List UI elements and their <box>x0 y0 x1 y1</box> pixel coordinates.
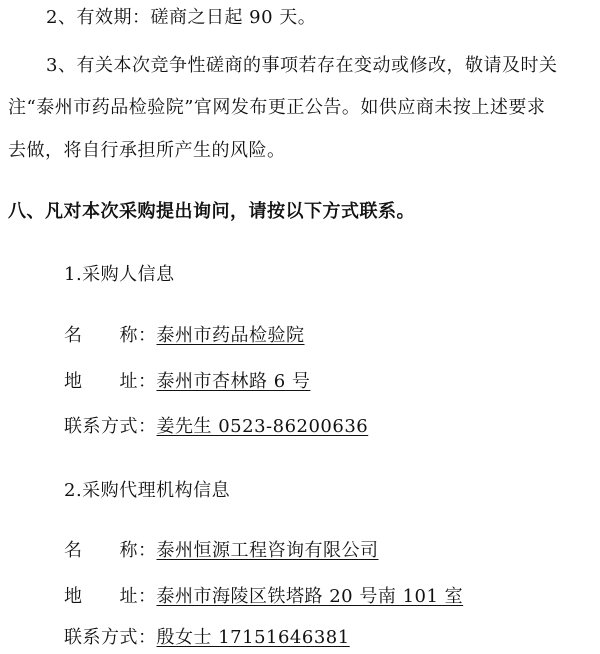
validity-clause: 2、有效期：磋商之日起 90 天。 <box>46 7 317 28</box>
agency-address-row <box>64 585 463 609</box>
changes-clause-line-3: 去做，将自行承担所产生的风险。 <box>8 140 286 161</box>
purchaser-contact-value: 姜先生 0523-86200636 <box>156 416 369 437</box>
purchaser-section-title: 1.采购人信息 <box>64 264 175 285</box>
purchaser-name-label: 名 称： <box>64 325 157 346</box>
purchaser-address-value: 泰州市杏林路 6 号 <box>156 371 311 392</box>
purchaser-contact-row <box>64 415 368 439</box>
changes-clause-line-2: 注“泰州市药品检验院”官网发布更正公告。如供应商未按上述要求 <box>8 97 546 118</box>
purchaser-address-row <box>64 370 310 394</box>
agency-section-title: 2.采购代理机构信息 <box>64 480 231 501</box>
purchaser-name-value: 泰州市药品检验院 <box>156 325 305 346</box>
agency-name-label: 名 称： <box>64 540 157 561</box>
agency-address-value: 泰州市海陵区铁塔路 20 号南 101 室 <box>156 586 464 607</box>
changes-clause-line-1: 3、有关本次竞争性磋商的事项若存在变动或修改，敬请及时关 <box>46 55 558 76</box>
agency-contact-value: 殷女士 17151646381 <box>156 627 350 648</box>
agency-name-row <box>64 539 379 563</box>
agency-contact-row <box>64 626 350 650</box>
agency-contact-label: 联系方式： <box>64 627 157 648</box>
agency-address-label: 地 址： <box>64 586 157 607</box>
purchaser-name-row <box>64 324 305 348</box>
agency-name-value: 泰州恒源工程咨询有限公司 <box>156 540 379 561</box>
section-8-heading: 八、凡对本次采购提出询问，请按以下方式联系。 <box>8 201 415 222</box>
purchaser-address-label: 地 址： <box>64 371 157 392</box>
purchaser-contact-label: 联系方式： <box>64 416 157 437</box>
